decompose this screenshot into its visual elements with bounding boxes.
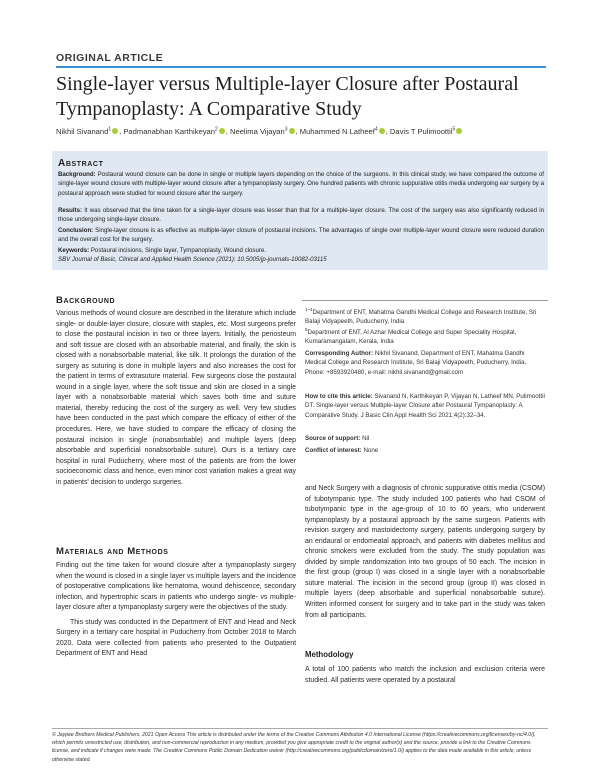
author-1[interactable]: Nikhil Sivanand$^1$ (56, 127, 119, 136)
orcid-icon[interactable] (456, 128, 462, 134)
article-title: Single-layer versus Multiple-layer Closure after Postaural Tympanoplasty: A Comparative Study (56, 73, 519, 120)
license-footer: © Jaypee Brothers Medical Publishers. 2021 Open Access This article is distributed under the terms of the Creative Commons Attribution 4.0 International License (https://creativecommons.org/licenses/by-nc/4.0/), which permits unrestricted use, distribution, and non-commercial reproduction in any medium, provided you give appropriate credit to the original author(s) and the source, provide a link to the Creative Commons license, and indicate if changes were made. The Creative Commons Public Domain Dedication waiver (http://creativecommons.org/publicdomain/zero/1.0/) applies to the data made available in this article, unless otherwise stated. (52, 732, 536, 763)
abstract-background: Background: Postaural wound closure can be done in single or multiple layers depending on the choice of the surgeons. In this clinical study, we have compared the outcome of single-layer wound closure with multiple-layer wound closure after a tympanoplasty surgery. One hundred patients with chronic suppurative otitis media undergoing ear surgery by a postaural approach were studied for wound closure after the surgery. (58, 171, 544, 197)
footer-rule (52, 728, 548, 729)
methodology-text: A total of 100 patients who match the inclusion and exclusion criteria were studied. All patients were operated by a postaural (305, 666, 545, 684)
author-5[interactable]: Davis T Pulimoottil$^5$ (390, 127, 463, 136)
orcid-icon[interactable] (289, 128, 295, 134)
orcid-icon[interactable] (379, 128, 385, 134)
orcid-icon[interactable] (112, 128, 118, 134)
author-2[interactable]: Padmanabhan Karthikeyan$^2$ (123, 127, 225, 136)
methods-right-text: and Neck Surgery with a diagnosis of chronic suppurative otitis media (CSOM) of tubotympanic type. The study included 100 patients who had CSOM of tubotympanic type in the age-group of 10 to 60 years, who underwent tympanoplasty by a postaural approach by the same surgeon. Patients with revision surgery and mastoidectomy surgery, patients undergoing surgery by an endaural or endomeatal approach, and patients with diabetes mellitus and chronic smokers were excluded from the study. The study population was divided by simple randomization into two groups of 50 each. The incision in the first group (group I) was closed in a single layer with a nonabsorbable suture material. The incision in the second group (group II) was closed in multiple layers (deep absorbable and superficial nonabsorbable suture). Written informed consent for surgery and to take part in the study was taken from all participants. (305, 485, 545, 619)
affiliation-5: $^5$Department of ENT, Al Azhar Medical College and Super Speciality Hospital, Kumaramangalam, Kerala, India (305, 327, 517, 346)
methods-text: Finding out the time taken for wound closure after a tympanoplasty surgery when the wound is closed in a single layer vs multiple layers and the incidence of postoperative complications like hematoma, wound dehiscence, secondary infection, and hypertrophic scars in patients who undergo single- vs multiple-layer closure after a tympanoplasty surgery were the objectives of the study. This study was conducted in the Department of ENT and Head and Neck Surgery in a tertiary care hospital in Puducherry from October 2018 to March 2020. Data were collected from patients who presented to the Outpatient Department of ENT and Head (56, 562, 296, 658)
journal-citation: SBV Journal of Basic, Clinical and Applied Health Science (2021): 10.5005/jp-journals-10082-03115 (58, 256, 327, 263)
author-3[interactable]: Neelima Vijayan$^3$ (230, 127, 296, 136)
abstract-conclusion: Conclusion: Single-layer closure is as effective as multiple-layer closure of postaural incisions. The advantages of single over multiple-layer wound closure were reduced duration and the overall cost for the surgery. (58, 227, 544, 244)
orcid-icon[interactable] (219, 128, 225, 134)
conflict-of-interest: Conflict of interest: None (305, 447, 379, 454)
affiliation-1: $^{1-4}$Department of ENT, Mahatma Gandhi Medical College and Research Institute, Sri Balaji Vidyapeeth, Puducherry, India (305, 307, 537, 326)
abstract-heading: Abstract (58, 158, 104, 169)
author-list: Nikhil Sivanand$^1$ , Padmanabhan Karthikeyan$^2$ , Neelima Vijayan$^3$ , Muhammed N Latheef$^4$ , Davis T Pulimoottil$^5$ (56, 126, 556, 136)
background-text: Various methods of wound closure are described in the literature which include single- or double-layer closure, closure with staples, etc. Most surgeons prefer to close the postaural incision in two or three layers. Initially, the periosteum and soft tissue are closed with an absorbable material, and finally, the skin is closed with a nonabsorbable material, like silk. It prolongs the duration of the surgery as suturing is done in multiple layers and also increases the cost for the patient in terms of extrasuture material. Few surgeons close the postaural wound in a single layer, where the soft tissue and skin are closed in a single layer with a nonabsorbable material which saves both time and suture material, thereby reducing the cost of the surgery as well. Very few studies have been conducted in the past which compare the efficacy of either of the procedures. Here, we have studied to compare the efficacy of closing the postaural incision in single (nonabsorbable) and multiple layers (deep absorbable and superficial nonabsorbable suture). Ours is a tertiary care hospital in rural Puducherry, where most of the patients are from the lower socioeconomic class and hence, even minor cost variation makes a great way in patients' decision to undergo surgeries. (56, 310, 296, 486)
abstract-keywords: Keywords: Postaural incisions, Single layer, Tympanoplasty, Wound closure. (58, 247, 266, 254)
article-type-rule (56, 66, 546, 68)
methodology-heading: Methodology (305, 650, 354, 659)
author-4[interactable]: Muhammed N Latheef$^4$ (300, 127, 386, 136)
source-of-support: Source of support: Nil (305, 435, 370, 442)
abstract-results: Results: It was observed that the time taken for a single-layer closure was lesser than that for a multiple-layer closure. The cost of the surgery was also significantly reduced in those undergoing single-layer closure. (58, 207, 544, 224)
corresponding-author: Corresponding Author: Nikhil Sivanand, Department of ENT, Mahatma Gandhi Medical College and Research Institute, Sri Balaji Vidyapeeth, Puducherry, India, Phone: +8593920480, e-mail: nikhil.sivanand@gmail.com (305, 350, 527, 376)
methods-heading: Materials and Methods (56, 546, 169, 557)
article-type-label: ORIGINAL ARTICLE (56, 52, 164, 64)
how-to-cite: How to cite this article: Sivanand N, Karthikeyan P, Vijayan N, Latheef MN, Pulimoottil DT. Single-layer versus Multiple-layer Closure after Postaural Tympanoplasty: A Comparative Study. J Basic Clin Appl Health Sci 2021;4(2):32–34. (305, 393, 545, 419)
background-heading: Background (56, 295, 116, 306)
